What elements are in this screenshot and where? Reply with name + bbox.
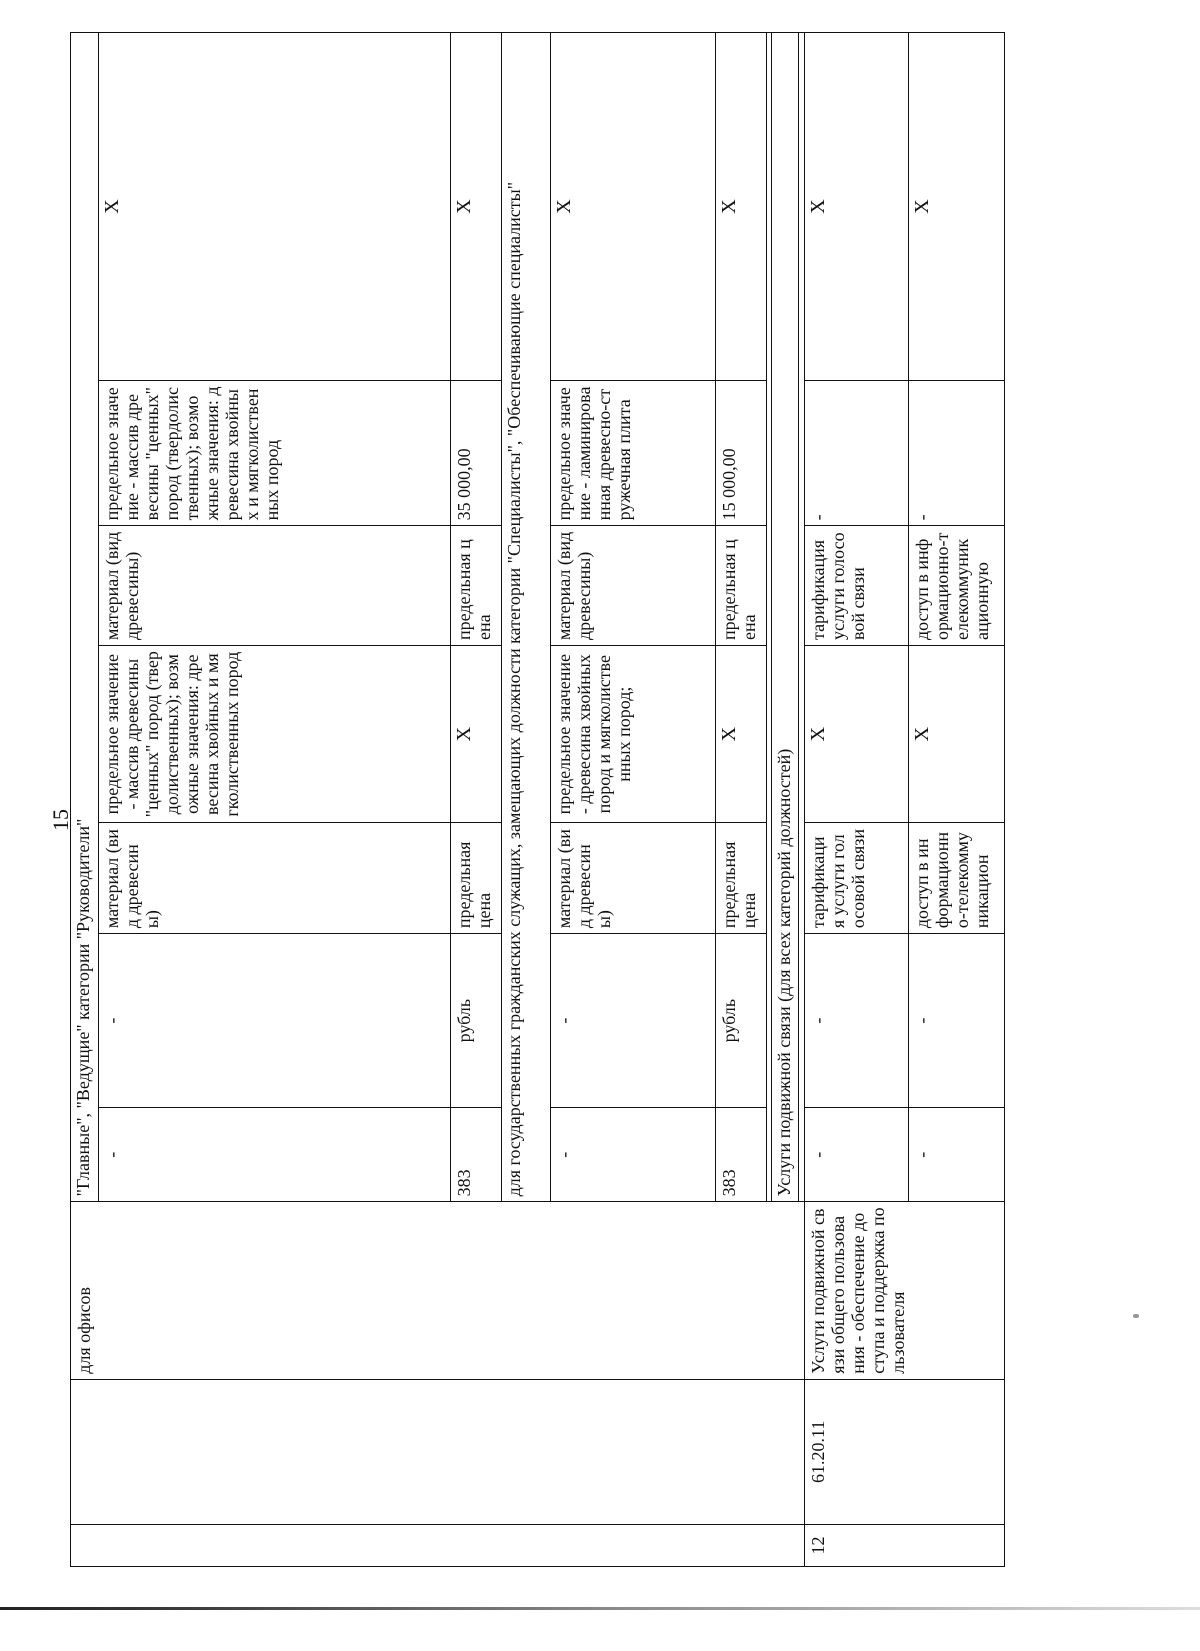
cell-x: X [450, 33, 502, 381]
cell-code: 383 [450, 1108, 502, 1202]
cell-value: X [909, 646, 1005, 823]
group-mobile-all: Услуги подвижной связи (для всех категорий должностей) [771, 33, 799, 1202]
cell-value: X [804, 646, 909, 823]
cell-unit: - [550, 934, 715, 1108]
cell-unit: - [98, 934, 450, 1108]
cell-value2: предельное значение - ламинированная древесно-стружечная плита [550, 381, 715, 526]
cell-code: - [98, 1108, 450, 1202]
cell-characteristic: предельная цена [715, 823, 767, 934]
cell-code: 383 [715, 1108, 767, 1202]
rotated-table-wrapper [70, 32, 1005, 1567]
cell-unit: - [909, 934, 1005, 1108]
cell-code: - [909, 1108, 1005, 1202]
cell-value: X [450, 646, 502, 823]
cell-code: - [550, 1108, 715, 1202]
cell-value: предельное значение - древесина хвойных пород и мягколиственных пород; [550, 646, 715, 823]
cell-x: X [550, 33, 715, 381]
cell-value: X [715, 646, 767, 823]
cell-value2: 15 000,00 [715, 381, 767, 526]
group-specialists: для государственных гражданских служащих, замещающих должности категории "Специалисты", "Обеспечивающие специалисты" [502, 33, 550, 1202]
cell-value2: предельное значение - массив древесины "ценных" пород (твердолиственных); возможные значения: древесина хвойных и мягколиственных пород [98, 381, 450, 526]
cell-characteristic2: тарификация услуги голосовой связи [804, 526, 909, 646]
cell-characteristic: доступ в информационно-телекоммуникацион [909, 823, 1005, 934]
cell-value2: 35 000,00 [450, 381, 502, 526]
cell-characteristic2: материал (вид древесины) [550, 526, 715, 646]
cell-value2: - [909, 381, 1005, 526]
cell-mobile-name: Услуги подвижной связи общего пользования - обеспечение доступа и поддержка пользователя [804, 1202, 1004, 1379]
cell-characteristic2: доступ в информационно-телекоммуникационную [909, 526, 1005, 646]
cell-unit: рубль [450, 934, 502, 1108]
cell-for-offices: для офисов [71, 1202, 805, 1379]
cell-unit: рубль [715, 934, 767, 1108]
cell-characteristic: предельная цена [450, 823, 502, 934]
cell-characteristic: материал (вид древесины) [550, 823, 715, 934]
cell-characteristic2: предельная цена [715, 526, 767, 646]
page-number: 15 [48, 809, 73, 831]
cell-unit: - [804, 934, 909, 1108]
cell-code: - [804, 1108, 909, 1202]
cell-x: X [909, 33, 1005, 381]
cell-characteristic2: материал (вид древесины) [98, 526, 450, 646]
header-row [71, 33, 99, 1567]
cell-mobile-num: 12 [804, 1524, 1004, 1566]
cell-x: X [98, 33, 450, 381]
requirements-table [70, 32, 1005, 1567]
group-leaders: "Главные", "Ведущие" категории "Руководители" [71, 33, 99, 1202]
cell-value: предельное значение - массив древесины "ценных" пород (твердолиственных); возможные значения: древесина хвойных и мягколиственных пород [98, 646, 450, 823]
cell-num-blank [71, 1524, 805, 1566]
table-row-tariff [804, 33, 909, 1567]
cell-characteristic: материал (вид древесины) [98, 823, 450, 934]
cell-x: X [804, 33, 909, 381]
cell-okpd-blank [71, 1379, 805, 1524]
cell-x: X [715, 33, 767, 381]
cell-characteristic2: предельная цена [450, 526, 502, 646]
cell-characteristic: тарификация услуги голосовой связи [804, 823, 909, 934]
scan-edge-line [0, 1607, 1200, 1610]
scan-speck [1133, 1314, 1139, 1318]
cell-mobile-okpd: 61.20.11 [804, 1379, 1004, 1524]
cell-value2: - [804, 381, 909, 526]
